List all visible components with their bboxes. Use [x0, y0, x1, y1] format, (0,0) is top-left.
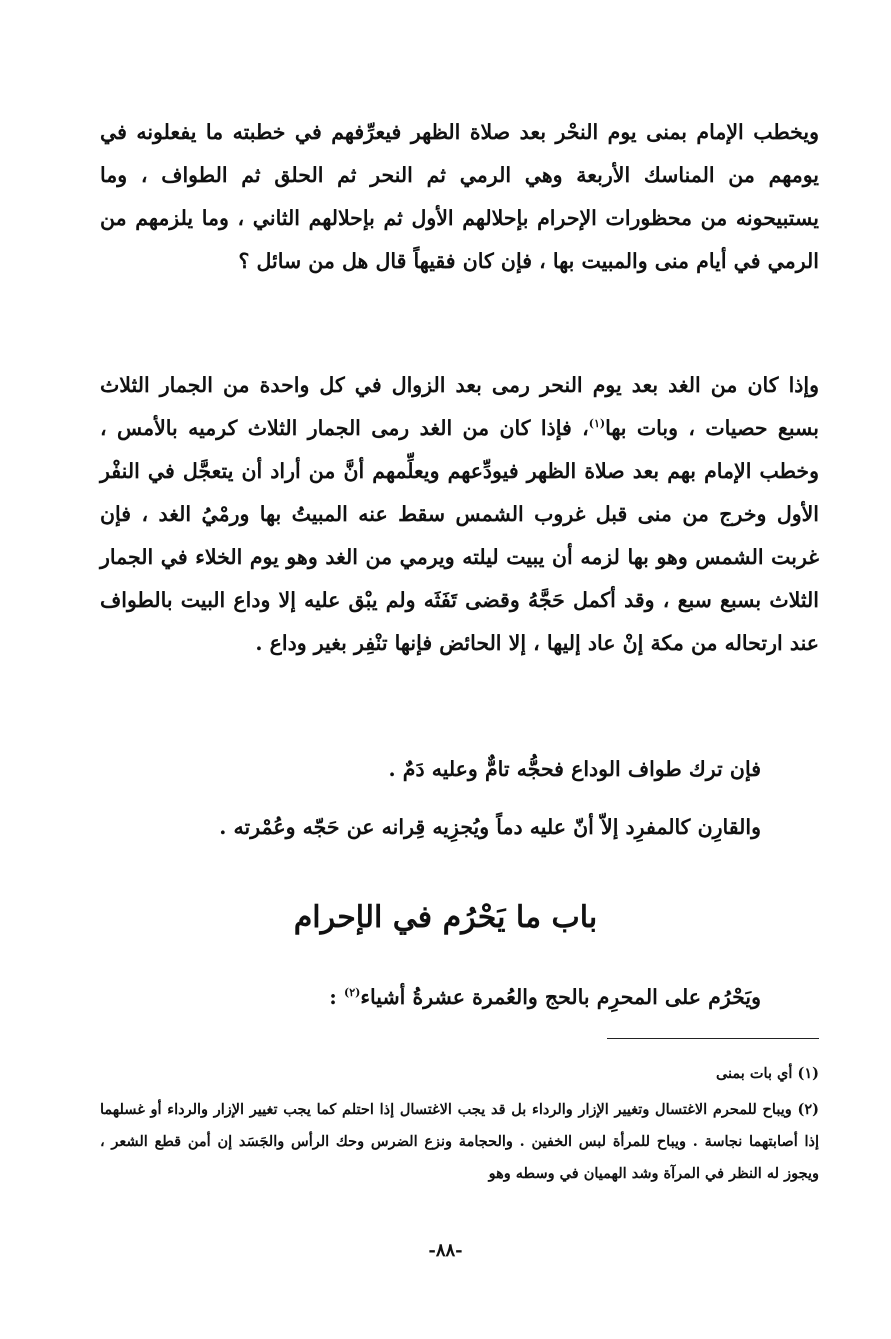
section-heading: باب ما يَحْرُم في الإحرام — [293, 900, 598, 935]
footnote-1: (١) أي بات بمنى — [715, 1065, 819, 1082]
paragraph-qarin: والقارِن كالمفرِد إلاّ أنّ عليه دماً ويُجزِيه قِرانه عن حَجّه وعُمْرته . — [219, 815, 761, 839]
section-intro — [100, 976, 761, 1019]
section-intro-colon: : — [329, 985, 337, 1009]
paragraph-next-day — [100, 364, 819, 665]
footnote-ref-1: (١) — [588, 417, 606, 431]
paragraph-next-day-part2: ، فإذا كان من الغد رمى الجمار الثلاث كرميه بالأمس ، وخطب الإمام بهم بعد صلاة الظهر فيودِّعهم ويعلِّمهم أنَّ من أراد أن يتعجَّل في النفْر الأول وخرج من منى قبل غروب الشمس سقط عنه المبيتُ بها ورمْيُ الغد ، فإن غربت الشمس وهو بها لزمه أن يبيت ليلته ويرمي من الغد وهو يوم الخلاء في الجمار الثلاث بسبع سبع ، وقد أكمل حَجَّهُ وقضى تَفَثَه ولم يبْق عليه إلا وداع البيت بالطواف عند ارتحاله من مكة إنْ عاد إليها ، إلا الحائض فإنها تنْفِر بغير وداع . — [100, 416, 819, 655]
paragraph-sermon: ويخطب الإمام بمنى يوم النحْر بعد صلاة الظهر فيعرِّفهم في خطبته ما يفعلونه في يومهم من المناسك الأربعة وهي الرمي ثم النحر ثم الحلق ثم الطواف ، وما يستبيحونه من محظورات الإحرام بإحلالهم الأول ثم بإحلالهم الثاني ، وما يلزمهم من الرمي في أيام منى والمبيت بها ، فإن كان فقيهاً قال هل من سائل ؟ — [100, 120, 819, 273]
paragraph-next-day-part1: وإذا كان من الغد بعد يوم النحر رمى بعد الزوال في كل واحدة من الجمار الثلاث بسبع حصيات ، وبات بها — [100, 373, 819, 440]
footnote-2: (٢) ويباح للمحرم الاغتسال وتغيير الإزار والرداء بل قد يجب الاغتسال إذا احتلم كما يجب تغيير الإزار والرداء أو غسلهما إذا أصابتهما نجاسة . ويباح للمرأة لبس الخفين . والحجامة ونزع الضرس وحك الرأس والجَسَد إن أمن قطع الشعر ، ويجوز له النظر في المرآة وشد الهميان في وسطه وهو — [100, 1101, 819, 1182]
section-intro-text: ويَحْرُم على المحرِم بالحج والعُمرة عشرةُ أشياء — [360, 985, 761, 1009]
paragraph-farewell: فإن ترك طواف الوداع فحجُّه تامٌّ وعليه دَمٌ . — [388, 757, 761, 781]
footnote-divider — [607, 1038, 819, 1039]
footnote-ref-2: (٢) — [344, 986, 361, 1000]
page-number: -٨٨- — [428, 1240, 463, 1261]
